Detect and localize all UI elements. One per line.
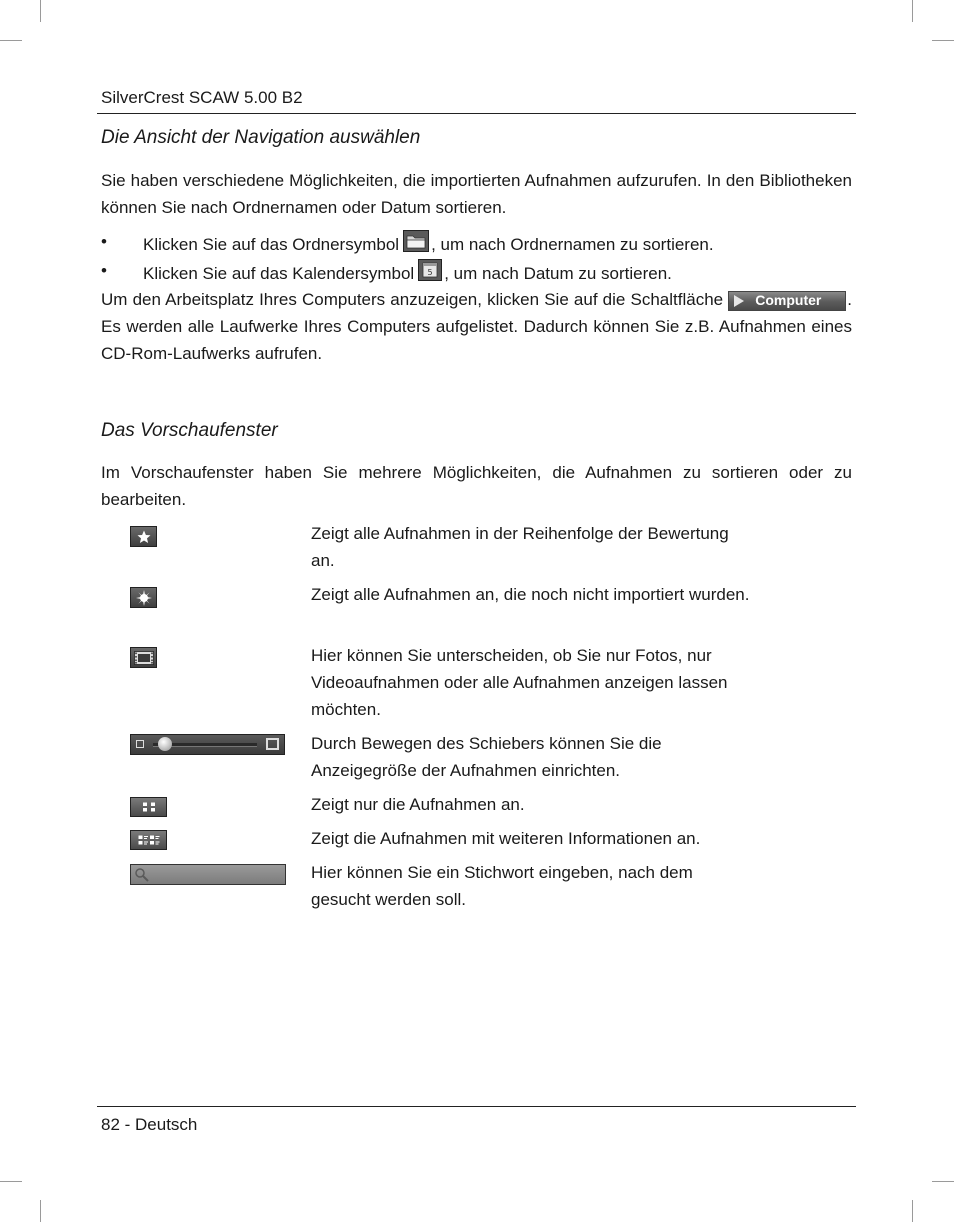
slider-handle[interactable] <box>158 737 172 751</box>
thumbnail-view-icon <box>142 802 156 812</box>
item-description: Zeigt alle Aufnahmen an, die noch nicht importiert wurden. <box>311 585 750 604</box>
document-header: SilverCrest SCAW 5.00 B2 <box>101 88 303 107</box>
bullet: • <box>101 261 107 280</box>
details-view-button[interactable] <box>130 830 167 850</box>
play-arrow-icon <box>733 294 745 308</box>
small-square-icon <box>136 740 144 748</box>
crop-mark <box>40 0 41 22</box>
crop-mark <box>912 1200 913 1222</box>
large-square-icon <box>266 738 279 750</box>
list-item <box>101 259 852 285</box>
list-item <box>101 230 852 256</box>
footer-rule <box>97 1106 856 1107</box>
bullet: • <box>101 232 107 251</box>
search-field[interactable] <box>130 864 286 885</box>
section-heading-preview: Das Vorschaufenster <box>101 420 278 441</box>
page-number: 82 - Deutsch <box>101 1115 198 1134</box>
star-icon <box>137 530 151 544</box>
crop-mark <box>932 40 954 41</box>
thumbnail-view-button[interactable] <box>130 797 167 817</box>
section-heading-navigation: Die Ansicht der Navigation auswählen <box>101 127 421 148</box>
item-description: Zeigt alle Aufnahmen in der Reihenfolge der Bewertung an. <box>311 524 729 570</box>
crop-mark <box>40 1200 41 1222</box>
item-description: Zeigt nur die Aufnahmen an. <box>311 795 525 814</box>
computer-para-before: Um den Arbeitsplatz Ihres Computers anzuzeigen, klicken Sie auf die Schaltfläche <box>101 290 724 309</box>
navigation-intro: Sie haben verschiedene Möglichkeiten, die importierten Aufnahmen aufzurufen. In den Bibliotheken können Sie nach Ordnernamen oder Datum sortieren. <box>101 171 852 217</box>
crop-mark <box>932 1181 954 1182</box>
bullet-text-before: Klicken Sie auf das Ordnersymbol <box>143 234 400 254</box>
calendar-icon <box>418 259 442 288</box>
size-slider[interactable] <box>130 734 285 755</box>
svg-text:5: 5 <box>427 268 433 277</box>
folder-icon <box>403 230 429 259</box>
bullet-text-after: , um nach Ordnernamen zu sortieren. <box>431 234 714 254</box>
header-rule <box>97 113 856 114</box>
crop-mark <box>0 1181 22 1182</box>
item-description: Hier können Sie ein Stichwort eingeben, nach dem gesucht werden soll. <box>311 863 693 909</box>
computer-para-after: . Es werden alle Laufwerke Ihres Computers aufgelistet. Dadurch können Sie z.B. Aufnahmen eines CD-Rom-Laufwerks aufrufen. <box>101 290 852 363</box>
search-icon <box>134 867 150 883</box>
bullet-text-after: , um nach Datum zu sortieren. <box>444 263 672 283</box>
item-description: Zeigt die Aufnahmen mit weiteren Informationen an. <box>311 829 701 848</box>
preview-intro: Im Vorschaufenster haben Sie mehrere Möglichkeiten, die Aufnahmen zu sortieren oder zu bearbeiten. <box>101 463 852 509</box>
item-description: Durch Bewegen des Schiebers können Sie die Anzeigegröße der Aufnahmen einrichten. <box>311 734 662 780</box>
computer-button[interactable] <box>728 291 846 311</box>
computer-paragraph <box>101 286 852 367</box>
crop-mark <box>912 0 913 22</box>
media-type-filter-button[interactable] <box>130 647 157 668</box>
item-description: Hier können Sie unterscheiden, ob Sie nur Fotos, nur Videoaufnahmen oder alle Aufnahmen anzeigen lassen möchten. <box>311 646 728 719</box>
details-view-icon <box>138 835 160 845</box>
film-icon <box>134 651 154 665</box>
rating-sort-button[interactable] <box>130 526 157 547</box>
starburst-icon <box>136 590 152 606</box>
not-imported-filter-button[interactable] <box>130 587 157 608</box>
computer-button-label: Computer <box>755 292 822 309</box>
crop-mark <box>0 40 22 41</box>
bullet-text-before: Klicken Sie auf das Kalendersymbol <box>143 263 415 283</box>
